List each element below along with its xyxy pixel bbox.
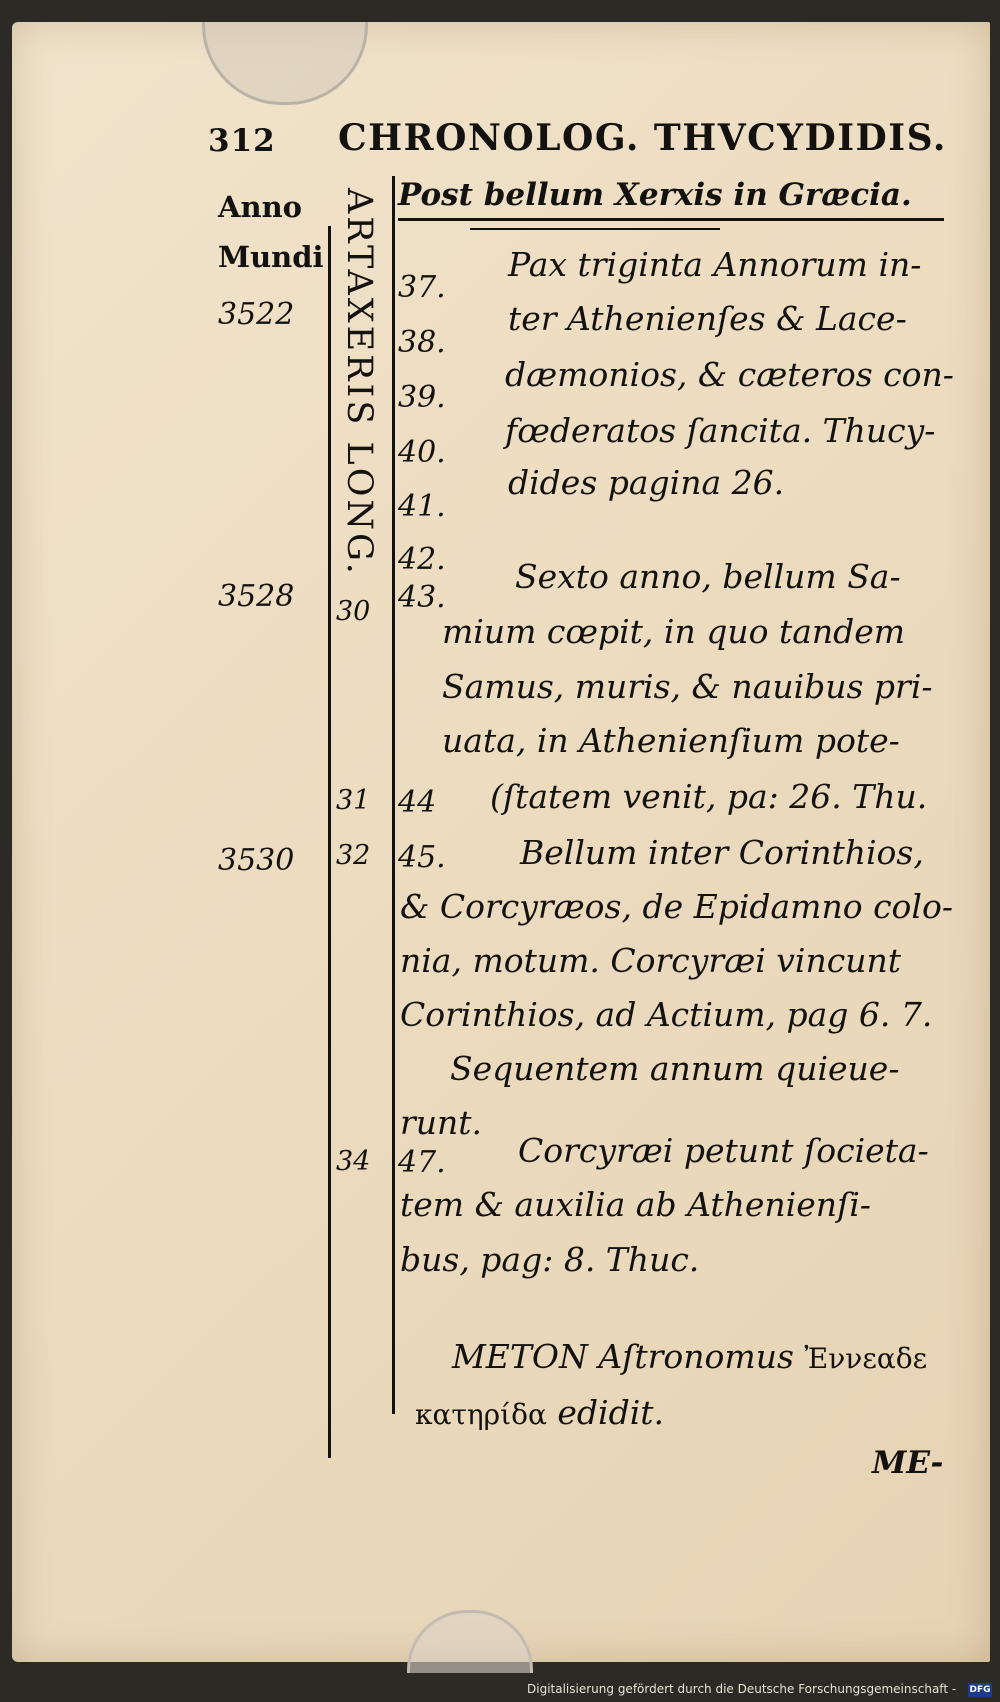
year-number: 42.	[398, 542, 446, 577]
year-number: 40.	[398, 435, 446, 470]
column-rule-left	[328, 226, 331, 1458]
entry-line: & Corcyræos, de Epidamno colo-	[400, 887, 953, 926]
era-heading: Post bellum Xerxis in Græcia.	[398, 177, 912, 213]
entry-line: Corcyræi petunt ſocieta-	[518, 1131, 929, 1170]
year-number: 38.	[398, 325, 446, 360]
edidit-word: edidit.	[557, 1393, 665, 1432]
anno-mundi: 3522	[218, 297, 295, 332]
entry-line: uata, in Athenienſium pote-	[442, 721, 900, 760]
entry-line: Pax triginta Annorum in-	[508, 245, 922, 284]
greek-word-part1: Ἐννεαδε	[804, 1342, 928, 1375]
entry-line: Corinthios, ad Actium, pag 6. 7.	[400, 995, 933, 1034]
entry-line: Samus, muris, & nauibus pri-	[442, 667, 933, 706]
digitization-credit	[0, 1682, 988, 1696]
entry-line: Sexto anno, bellum Sa-	[515, 557, 901, 596]
entry-line: tem & auxilia ab Athenienſi-	[400, 1185, 871, 1224]
closing-note-line2	[415, 1393, 665, 1432]
entry-line: runt.	[400, 1103, 483, 1142]
year-number: 39.	[398, 380, 446, 415]
entry-line: Sequentem annum quieue-	[450, 1049, 900, 1088]
year-number: 43.	[398, 580, 446, 615]
page-number: 312	[208, 123, 276, 159]
reign-year: 32	[336, 840, 371, 871]
entry-line: fœderatos ſancita. Thucy-	[505, 411, 936, 450]
credit-text: Digitalisierung gefördert durch die Deutsche Forschungsgemeinschaft -	[527, 1682, 957, 1696]
entry-line: dæmonios, & cæteros con-	[505, 355, 954, 394]
entry-line: nia, motum. Corcyræi vincunt	[400, 941, 901, 980]
year-number: 45.	[398, 840, 446, 875]
clip-mark-top	[202, 22, 368, 105]
clip-mark-bottom	[407, 1610, 533, 1673]
astronomer-name: METON	[452, 1337, 588, 1376]
dfg-logo-icon: DFG	[969, 1685, 991, 1695]
entry-line: (ſtatem venit, pa: 26. Thu.	[490, 777, 928, 816]
heading-rule	[398, 218, 944, 221]
astronomer-title: Aſtronomus	[598, 1337, 794, 1376]
reign-year: 34	[336, 1146, 371, 1177]
reign-year: 30	[336, 596, 371, 627]
running-title: CHRONOLOG. THVCYDIDIS.	[338, 117, 947, 159]
catchword: ME-	[872, 1445, 944, 1481]
entry-line: ter Athenienſes & Lace-	[508, 299, 907, 338]
reign-year: 31	[336, 785, 371, 816]
heading-rule-thin	[470, 228, 720, 230]
entry-line: mium cœpit, in quo tandem	[442, 612, 906, 651]
year-number: 47.	[398, 1145, 446, 1180]
entry-line: dides pagina 26.	[508, 463, 785, 502]
mundi-heading: Mundi	[218, 240, 324, 274]
anno-mundi: 3528	[218, 579, 295, 614]
closing-note-line1	[452, 1337, 928, 1376]
reign-label: ARTAXERIS LONG.	[339, 188, 379, 577]
column-rule-middle	[392, 176, 395, 1414]
year-number: 41.	[398, 489, 446, 524]
year-number: 37.	[398, 270, 446, 305]
greek-word-part2: κατηρίδα	[415, 1398, 547, 1431]
anno-mundi: 3530	[218, 843, 295, 878]
entry-line: bus, pag: 8. Thuc.	[400, 1240, 700, 1279]
year-number: 44	[398, 785, 437, 820]
anno-heading: Anno	[218, 190, 303, 224]
entry-line: Bellum inter Corinthios,	[520, 833, 924, 872]
